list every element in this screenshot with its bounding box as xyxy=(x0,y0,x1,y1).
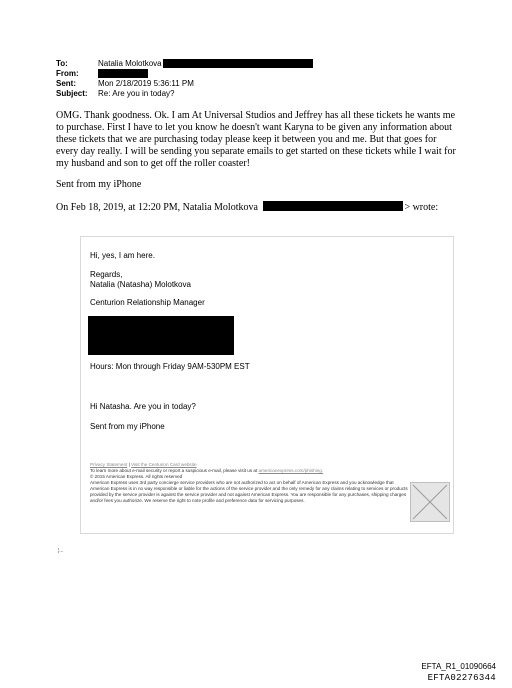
email-header xyxy=(56,59,313,99)
redaction-box xyxy=(98,69,148,78)
footer-copyright: © 2015 American Express. All rights reserved xyxy=(90,474,183,479)
phishing-link[interactable]: americanexpress.com/phishing. xyxy=(258,468,324,473)
from-row xyxy=(56,69,313,79)
sent-label: Sent: xyxy=(56,79,76,88)
to-label: To: xyxy=(56,59,68,68)
footer-disclaimer: American Express uses 3rd party concierge service providers who are not authorized to act on behalf of American Express and you acknowledge that American Express is in no way responsible or liable for the actions of the service provider and the only remedy for any claims relating to services or products provided by the service provider is against the service provider and not against American Express. You are responsible for any purchases, shipping charges and/or fees you authorize. We reserve the right to note profile and preference data for servicing purposes. xyxy=(90,480,408,503)
footer-separator: | xyxy=(128,462,130,467)
subject-label: Subject: xyxy=(56,89,88,98)
subject-value: Re: Are you in today? xyxy=(98,89,175,98)
bates-stamp-2: EFTA02276344 xyxy=(427,673,496,683)
bates-stamp-1: EFTA_R1_01090664 xyxy=(421,662,496,671)
redaction-box xyxy=(263,201,403,211)
sent-row xyxy=(56,79,313,89)
original-message: Hi Natasha. Are you in today? xyxy=(90,402,196,411)
quoted-regards: Regards, xyxy=(90,270,123,279)
original-signature: Sent from my iPhone xyxy=(90,422,165,431)
image-placeholder-icon xyxy=(410,482,450,522)
sent-value: Mon 2/18/2019 5:36:11 PM xyxy=(98,79,194,88)
to-row xyxy=(56,59,313,69)
subject-row xyxy=(56,89,313,99)
quoted-name: Natalia (Natasha) Molotkova xyxy=(90,280,191,289)
quote-intro-text: On Feb 18, 2019, at 12:20 PM, Natalia Molotkova xyxy=(56,202,258,213)
redaction-box xyxy=(88,316,234,355)
quote-intro xyxy=(56,201,438,214)
tiny-mark: ¦... xyxy=(58,548,64,554)
message-body: OMG. Thank goodness. Ok. I am At Universal Studios and Jeffrey has all these tickets he wants me to purchase. First I have to let you know he doesn't want Karyna to be given any information about these tickets that we are purchasing today please keep it between you and me. But that goes for every day really. I will be sending you separate emails to get started on these tickets while I wait for my husband and son to get off the roller coaster! xyxy=(56,110,456,169)
redaction-box xyxy=(163,59,313,68)
amex-footer xyxy=(90,462,410,504)
footer-report-text: To learn more about e-mail security or report a suspicious e-mail, please visit us at xyxy=(90,468,258,473)
privacy-statement-link[interactable]: Privacy Statement xyxy=(90,462,128,467)
quote-wrote: > wrote: xyxy=(404,202,439,213)
from-label: From: xyxy=(56,69,79,78)
signature-line: Sent from my iPhone xyxy=(56,179,142,190)
to-value: Natalia Molotkova xyxy=(98,59,162,68)
centurion-website-link[interactable]: Visit the Centurion Card website xyxy=(131,462,197,467)
quoted-hours: Hours: Mon through Friday 9AM-530PM EST xyxy=(90,362,250,371)
quoted-title: Centurion Relationship Manager xyxy=(90,298,205,307)
quoted-greeting: Hi, yes, I am here. xyxy=(90,251,155,260)
